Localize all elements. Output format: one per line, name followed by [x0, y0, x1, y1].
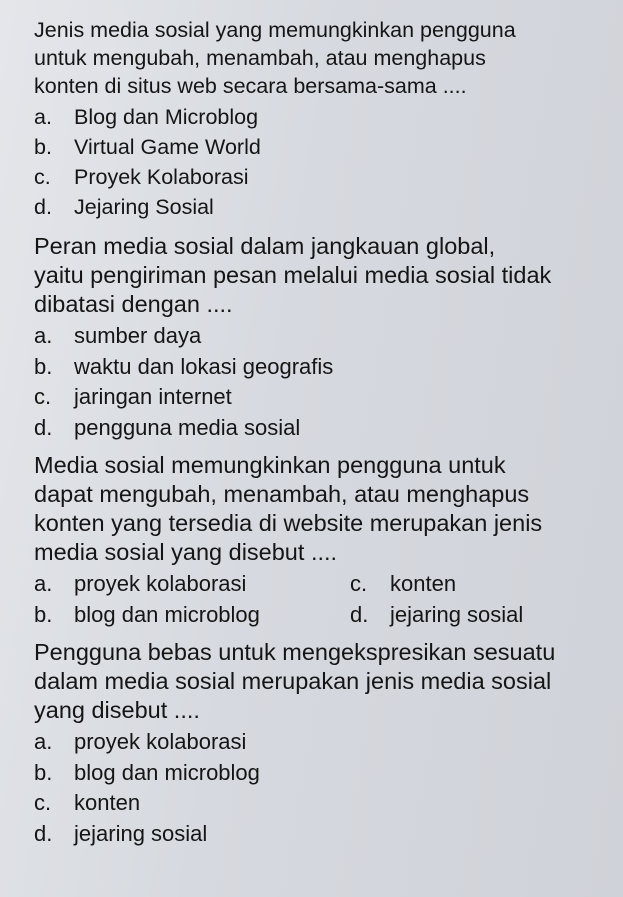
option-letter: d. [34, 414, 53, 440]
question-4-option-d[interactable] [34, 819, 613, 850]
question-3-stem-line: dapat mengubah, menambah, atau menghapus [34, 481, 530, 507]
question-2-options [34, 321, 613, 443]
question-2-option-d[interactable] [34, 413, 613, 444]
question-1-option-d[interactable] [34, 192, 613, 222]
option-text: konten [74, 790, 141, 815]
option-letter: c. [34, 384, 52, 409]
question-2-stem-line: yaitu pengiriman pesan melalui media sosial tidak [34, 262, 552, 288]
option-text: Blog dan Microblog [74, 105, 259, 129]
question-3-stem [34, 451, 613, 567]
question-3-options [34, 569, 613, 630]
question-1-option-b[interactable] [34, 132, 613, 162]
option-text: proyek kolaborasi [74, 571, 247, 596]
option-letter: a. [34, 571, 53, 596]
option-text: blog dan microblog [74, 601, 260, 627]
question-4-stem-line: Pengguna bebas untuk mengekspresikan sesuatu [34, 639, 556, 665]
option-letter: b. [34, 353, 53, 379]
option-letter: b. [34, 759, 53, 785]
question-3 [34, 451, 613, 630]
question-3-stem-line: Media sosial memungkinkan pengguna untuk [34, 452, 506, 478]
option-letter: d. [34, 195, 52, 219]
question-4-stem-line: yang disebut .... [34, 697, 200, 723]
question-4-options [34, 727, 613, 849]
question-3-option-a[interactable] [34, 569, 350, 600]
option-letter: d. [350, 601, 369, 627]
question-2-stem [34, 232, 613, 319]
option-text: sumber daya [74, 323, 202, 348]
option-text: waktu dan lokasi geografis [74, 353, 334, 379]
question-2-stem-line: dibatasi dengan .... [34, 291, 233, 317]
option-text: Virtual Game World [74, 135, 261, 159]
question-3-option-c[interactable] [350, 569, 580, 600]
option-text: pengguna media sosial [74, 414, 301, 440]
question-2-option-b[interactable] [34, 352, 613, 383]
option-letter: c. [34, 790, 52, 815]
option-text: jejaring sosial [390, 601, 524, 627]
question-4-stem-line: dalam media sosial merupakan jenis media sosial [34, 668, 552, 694]
question-2-stem-line: Peran media sosial dalam jangkauan global, [34, 233, 496, 259]
option-text: proyek kolaborasi [74, 729, 247, 754]
question-3-stem-line: konten yang tersedia di website merupakan jenis [34, 510, 543, 536]
option-letter: c. [350, 571, 368, 596]
option-text: konten [390, 571, 457, 596]
option-text: Proyek Kolaborasi [74, 165, 249, 189]
question-1-options [34, 102, 613, 222]
question-2-option-c[interactable] [34, 382, 613, 413]
question-4-stem [34, 638, 613, 725]
question-4-option-b[interactable] [34, 758, 613, 789]
question-3-stem-line: media sosial yang disebut .... [34, 539, 338, 565]
question-4-option-a[interactable] [34, 727, 613, 758]
question-1-stem [34, 16, 613, 100]
option-text: jaringan internet [74, 384, 232, 409]
question-1-option-a[interactable] [34, 102, 613, 132]
question-4-option-c[interactable] [34, 788, 613, 819]
question-1-stem-line: Jenis media sosial yang memungkinkan pengguna [34, 18, 516, 42]
question-4 [34, 638, 613, 849]
option-letter: b. [34, 601, 53, 627]
option-letter: d. [34, 820, 53, 846]
question-1-stem-line: konten di situs web secara bersama-sama .... [34, 74, 467, 98]
question-3-option-b[interactable] [34, 600, 350, 631]
question-1-stem-line: untuk mengubah, menambah, atau menghapus [34, 46, 486, 70]
question-2 [34, 232, 613, 443]
question-1-option-c[interactable] [34, 162, 613, 192]
question-1 [34, 16, 613, 222]
option-letter: a. [34, 729, 53, 754]
option-letter: a. [34, 105, 52, 129]
option-text: blog dan microblog [74, 759, 260, 785]
question-3-option-d[interactable] [350, 600, 580, 631]
option-text: jejaring sosial [74, 820, 208, 846]
option-letter: a. [34, 323, 53, 348]
question-2-option-a[interactable] [34, 321, 613, 352]
option-letter: c. [34, 165, 51, 189]
option-letter: b. [34, 135, 52, 159]
option-text: Jejaring Sosial [74, 195, 214, 219]
